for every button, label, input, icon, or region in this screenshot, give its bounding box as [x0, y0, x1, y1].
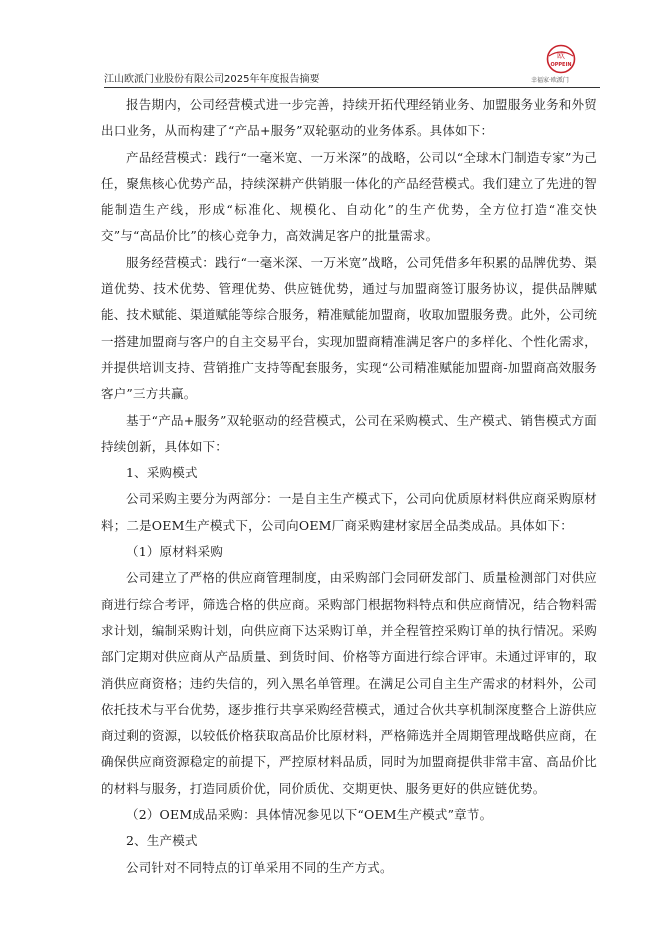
report-header-title: 江山欧派门业股份有限公司2025年年度报告摘要	[104, 74, 320, 85]
page-header	[104, 44, 600, 90]
paragraph-raw-materials: 公司建立了严格的供应商管理制度，由采购部门会同研发部门、质量检测部门对供应商进行综合考评，筛选合格的供应商。采购部门根据物料特点和供应商情况，结合物料需求计划，编制采购计划，向供应商下达采购订单，并全程管控采购订单的执行情况。采购部门定期对供应商从产品质量、到货时间、价格等方面进行综合评审。未通过评审的，取消供应商资格；违约失信的，列入黑名单管理。在满足公司自主生产需求的材料外，公司依托技术与平台优势，逐步推行共享采购经营模式，通过合伙共享机制深度整合上游供应商过剩的资源，以较低价格获取高品价比原材料，严格筛选并全周期管理战略供应商，在确保供应商资源稳定的前提下，严控原材料品质，同时为加盟商提供非常丰富、高品价比的材料与服务，打造同质价优，同价质优、交期更快、服务更好的供应链优势。	[101, 570, 597, 796]
paragraph-innovation: 基于“产品+服务”双轮驱动的经营模式，公司在采购模式、生产模式、销售模式方面持续创新，具体如下：	[101, 412, 597, 454]
paragraph-procurement-overview: 公司采购主要分为两部分：一是自主生产模式下，公司向优质原材料供应商采购原材料；二是OEM生产模式下，公司向OEM厂商采购建材家居全品类成品。具体如下：	[101, 491, 597, 533]
subheading-oem-procurement: （2）OEM成品采购：具体情况参见以下“OEM生产模式”章节。	[126, 807, 493, 823]
paragraph-product-model: 产品经营模式：践行“一毫米宽、一万米深”的战略，公司以“全球木门制造专家”为己任，聚焦核心优势产品，持续深耕产供销服一体化的产品经营模式。我们建立了先进的智能制造生产线，形成“标准化、规模化、自动化”的生产优势，全方位打造“准交快交”与“高品价比”的核心竞争力，高效满足客户的批量需求。	[101, 149, 597, 244]
document-body	[101, 92, 597, 881]
header-divider	[104, 87, 600, 88]
brand-slogan: 幸福家·欧派门	[531, 77, 569, 84]
logo-text: OPPEIN	[550, 62, 572, 68]
logo-mark: 欧	[557, 51, 565, 60]
paragraph-intro: 报告期内，公司经营模式进一步完善，持续开拓代理经销业务、加盟服务业务和外贸出口业务，从而构建了“产品+服务”双轮驱动的业务体系。具体如下：	[101, 97, 597, 139]
subheading-raw-materials: （1）原材料采购	[126, 544, 224, 560]
company-logo	[544, 44, 578, 74]
section-heading-production: 2、生产模式	[126, 833, 198, 849]
paragraph-service-model: 服务经营模式：践行“一毫米深、一万米宽”战略，公司凭借多年积累的品牌优势、渠道优势、技术优势、管理优势、供应链优势，通过与加盟商签订服务协议，提供品牌赋能、技术赋能、渠道赋能等综合服务，精准赋能加盟商，收取加盟服务费。此外，公司统一搭建加盟商与客户的自主交易平台，实现加盟商精准满足客户的多样化、个性化需求，并提供培训支持、营销推广支持等配套服务，实现“公司精准赋能加盟商-加盟商高效服务客户”三方共赢。	[101, 254, 597, 402]
paragraph-production: 公司针对不同特点的订单采用不同的生产方式。	[126, 859, 393, 875]
section-heading-procurement: 1、采购模式	[126, 465, 198, 481]
